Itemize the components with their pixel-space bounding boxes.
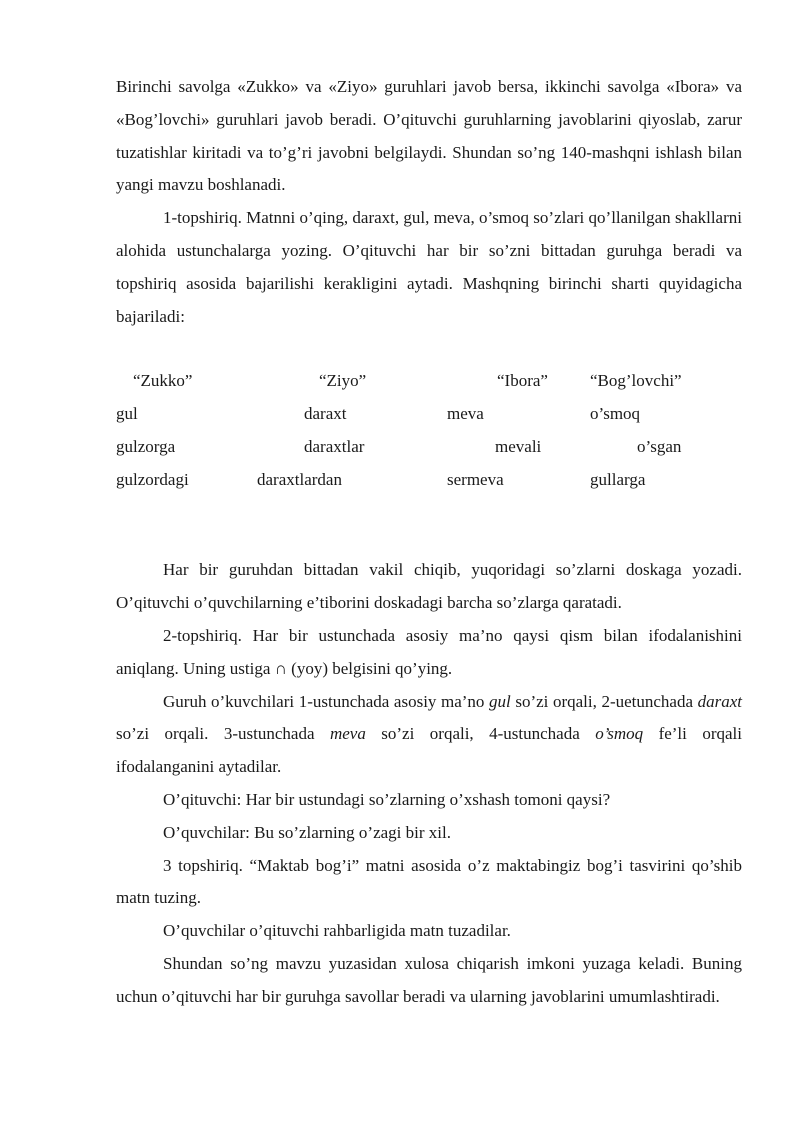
paragraph-conclusion: Shundan so’ng mavzu yuzasidan xulosa chiqarish imkoni yuzaga keladi. Buning uchun o’qituvchi har bir guruhga savollar beradi va ularning javoblarini umumlashtiradi. [116,953,742,1006]
table-row [116,431,742,464]
column-header-boglovchi: “Bog’lovchi” [590,371,682,391]
table-cell: gulzorga [116,437,176,457]
word-columns-table [116,365,742,511]
paragraph-task-2: 2-topshiriq. Har bir ustunchada asosiy ma’no qaysi qism bilan ifodalanishini aniqlang. Uning ustiga ∩ (yoy) belgisini qo’ying. [116,625,742,678]
paragraph-students-answer: O’quvchilar: Bu so’zlarning o’zagi bir xil. [163,822,451,842]
paragraph-compose-text: O’quvchilar o’qituvchi rahbarligida matn tuzadilar. [163,921,511,941]
table-cell: daraxt [304,404,347,424]
emphasis-gul: gul [489,691,511,711]
emphasis-osmoq: o’smoq [595,724,644,744]
table-row [116,398,742,431]
paragraph-teacher-question: O’qituvchi: Har bir ustundagi so’zlarning o’xshash tomoni qaysi? [163,789,611,809]
text-run: Guruh o’kuvchilari 1-ustunchada asosiy ma’no [163,691,490,711]
table-cell: daraxtlardan [257,470,342,490]
column-header-ziyo: “Ziyo” [319,371,367,391]
paragraph-representatives: Har bir guruhdan bittadan vakil chiqib, yuqoridagi so’zlarni doskaga yozadi. O’qituvchi o’quvchilarning e’tiborini doskadagi barcha so’zlarga qaratadi. [116,560,742,613]
table-cell: daraxtlar [304,437,365,457]
emphasis-daraxt: daraxt [697,691,742,711]
column-header-zukko: “Zukko” [133,371,193,391]
paragraph-task-3: 3 topshiriq. “Maktab bog’i” matni asosida o’z maktabingiz bog’i tasvirini qo’shib matn tuzing. [116,855,742,908]
table-cell: meva [447,404,484,424]
text-run: so’zi orqali. 3-ustunchada [116,724,330,744]
text-run: fe’li orqali ifodalanganini aytadilar. [116,724,742,777]
document-page [116,71,742,1014]
table-cell: o’smoq [590,404,641,424]
paragraph-task-1: 1-topshiriq. Matnni o’qing, daraxt, gul, meva, o’smoq so’zlari qo’llanilgan shakllarni alohida ustunchalarga yozing. O’qituvchi har bir so’zni bittadan guruhga beradi va topshiriq asosida bajarilishi kerakligini aytadi. Mashqning birinchi sharti quyidagicha bajariladi: [116,208,742,326]
paragraph-intro: Birinchi savolga «Zukko» va «Ziyo» guruhlari javob bersa, ikkinchi savolga «Ibora» va «Bog’lovchi» guruhlari javob beradi. O’qituvchi guruhlarning javoblarini qiyoslab, zarur tuzatishlar kiritadi va to’g’ri javobni belgilaydi. Shundan so’ng 140-mashqni ishlash bilan yangi mavzu boshlanadi. [116,77,742,195]
table-row [116,464,742,497]
table-cell: sermeva [447,470,504,490]
table-cell: mevali [495,437,542,457]
paragraph-group-answer [116,686,742,784]
table-header-row [116,365,742,398]
table-cell: gul [116,404,138,424]
column-header-ibora: “Ibora” [497,371,548,391]
table-cell: o’sgan [637,437,682,457]
table-cell: gulzordagi [116,470,189,490]
text-run: so’zi orqali, 2-uetunchada [510,691,698,711]
table-cell: gullarga [590,470,646,490]
emphasis-meva: meva [329,724,366,744]
text-run: so’zi orqali, 4-ustunchada [365,724,596,744]
